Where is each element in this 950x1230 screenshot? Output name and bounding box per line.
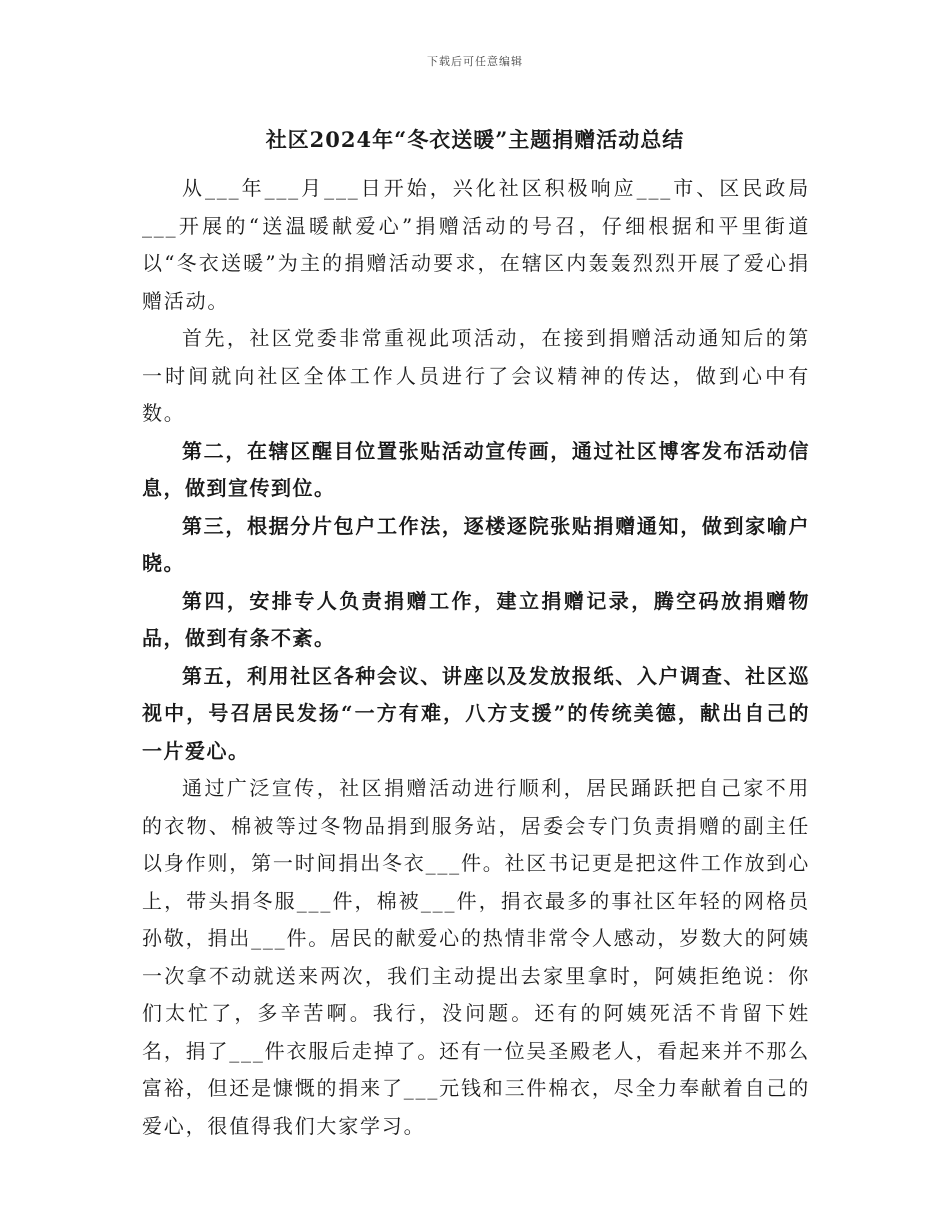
paragraph-fourth-step: 第四，安排专人负责捐赠工作，建立捐赠记录，腾空码放捐赠物品，做到有条不紊。 bbox=[142, 588, 810, 650]
document-body bbox=[142, 170, 810, 1145]
paragraph-first-step: 首先，社区党委非常重视此项活动，在接到捐赠活动通知后的第一时间就向社区全体工作人员进行了会议精神的传达，做到心中有数。 bbox=[142, 326, 810, 425]
header-note: 下载后可任意编辑 bbox=[427, 55, 523, 68]
paragraph-intro: 从___年___月___日开始，兴化社区积极响应___市、区民政局___开展的“送温暖献爱心”捐赠活动的号召，仔细根据和平里街道以“冬衣送暖”为主的捐赠活动要求，在辖区内轰轰烈烈开展了爱心捐赠活动。 bbox=[142, 176, 810, 313]
paragraph-third-step: 第三，根据分片包户工作法，逐楼逐院张贴捐赠通知，做到家喻户晓。 bbox=[142, 513, 810, 575]
paragraph-fifth-step: 第五，利用社区各种会议、讲座以及发放报纸、入户调查、社区巡视中，号召居民发扬“一方有难，八方支援”的传统美德，献出自己的一片爱心。 bbox=[142, 663, 810, 763]
paragraph-results: 通过广泛宣传，社区捐赠活动进行顺利，居民踊跃把自己家不用的衣物、棉被等过冬物品捐到服务站，居委会专门负责捐赠的副主任以身作则，第一时间捐出冬衣___件。社区书记更是把这件工作放到心上，带头捐冬服___件，棉被___件，捐衣最多的事社区年轻的网格员孙敬，捐出___件。居民的献爱心的热情非常令人感动，岁数大的阿姨一次拿不动就送来两次，我们主动提出去家里拿时，阿姨拒绝说：你们太忙了，多辛苦啊。我行，没问题。还有的阿姨死活不肯留下姓名，捐了___件衣服后走掉了。还有一位吴圣殿老人，看起来并不那么富裕，但还是慷慨的捐来了___元钱和三件棉衣，尽全力奉献着自己的爱心，很值得我们大家学习。 bbox=[142, 776, 810, 1138]
document-title: 社区2024年“冬衣送暖”主题捐赠活动总结 bbox=[265, 127, 685, 152]
paragraph-second-step: 第二，在辖区醒目位置张贴活动宣传画，通过社区博客发布活动信息，做到宣传到位。 bbox=[142, 438, 810, 500]
